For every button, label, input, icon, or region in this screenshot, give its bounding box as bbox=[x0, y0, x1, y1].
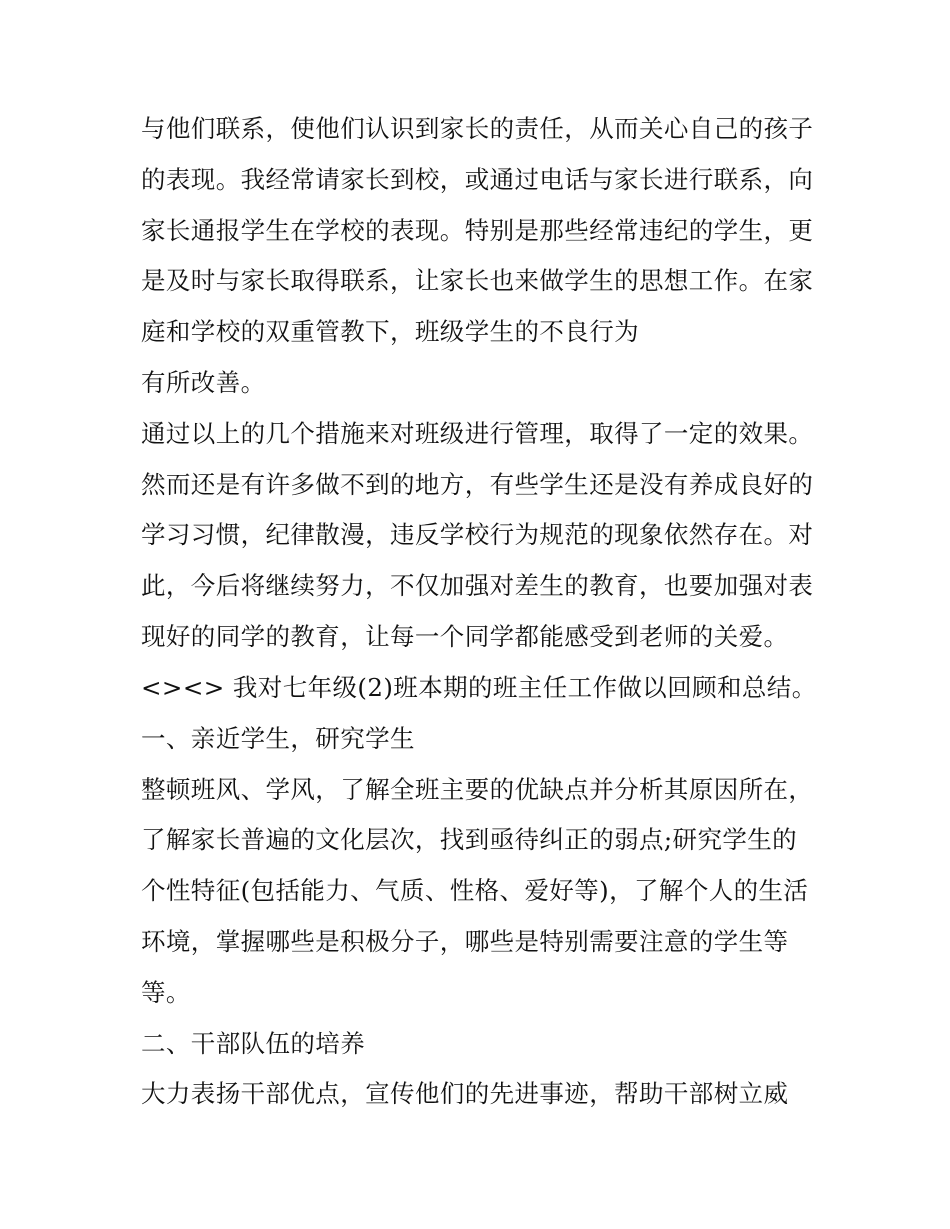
text-line: 此，今后将继续努力，不仅加强对差生的教育，也要加强对表 bbox=[141, 571, 814, 600]
section-heading: 一、亲近学生，研究学生 bbox=[141, 724, 415, 753]
text-line: 是及时与家长取得联系，让家长也来做学生的思想工作。在家 bbox=[141, 266, 814, 295]
text-line: 了解家长普遍的文化层次，找到亟待纠正的弱点;研究学生的 bbox=[141, 825, 798, 854]
text-line: 然而还是有许多做不到的地方，有些学生还是没有养成良好的 bbox=[141, 470, 814, 499]
text-line: 等。 bbox=[141, 978, 191, 1007]
text-line: 个性特征(包括能力、气质、性格、爱好等)，了解个人的生活 bbox=[141, 876, 809, 905]
text-line: 的表现。我经常请家长到校，或通过电话与家长进行联系，向 bbox=[141, 165, 814, 194]
text-line: 庭和学校的双重管教下，班级学生的不良行为 bbox=[141, 317, 639, 346]
text-line: 家长通报学生在学校的表现。特别是那些经常违纪的学生，更 bbox=[141, 216, 814, 245]
text-line: 环境，掌握哪些是积极分子，哪些是特别需要注意的学生等 bbox=[141, 927, 789, 956]
text-line: <><> 我对七年级(2)班本期的班主任工作做以回顾和总结。 bbox=[141, 673, 817, 702]
text-line: 与他们联系，使他们认识到家长的责任，从而关心自己的孩子 bbox=[141, 114, 814, 143]
text-line: 学习习惯，纪律散漫，违反学校行为规范的现象依然存在。对 bbox=[141, 520, 814, 549]
text-line: 通过以上的几个措施来对班级进行管理，取得了一定的效果。 bbox=[141, 419, 814, 448]
text-line: 有所改善。 bbox=[141, 368, 266, 397]
text-line: 大力表扬干部优点，宣传他们的先进事迹，帮助干部树立威 bbox=[141, 1079, 789, 1108]
text-line: 现好的同学的教育，让每一个同学都能感受到老师的关爱。 bbox=[141, 622, 789, 651]
section-heading: 二、干部队伍的培养 bbox=[141, 1029, 366, 1058]
text-line: 整顿班风、学风，了解全班主要的优缺点并分析其原因所在， bbox=[141, 775, 814, 804]
